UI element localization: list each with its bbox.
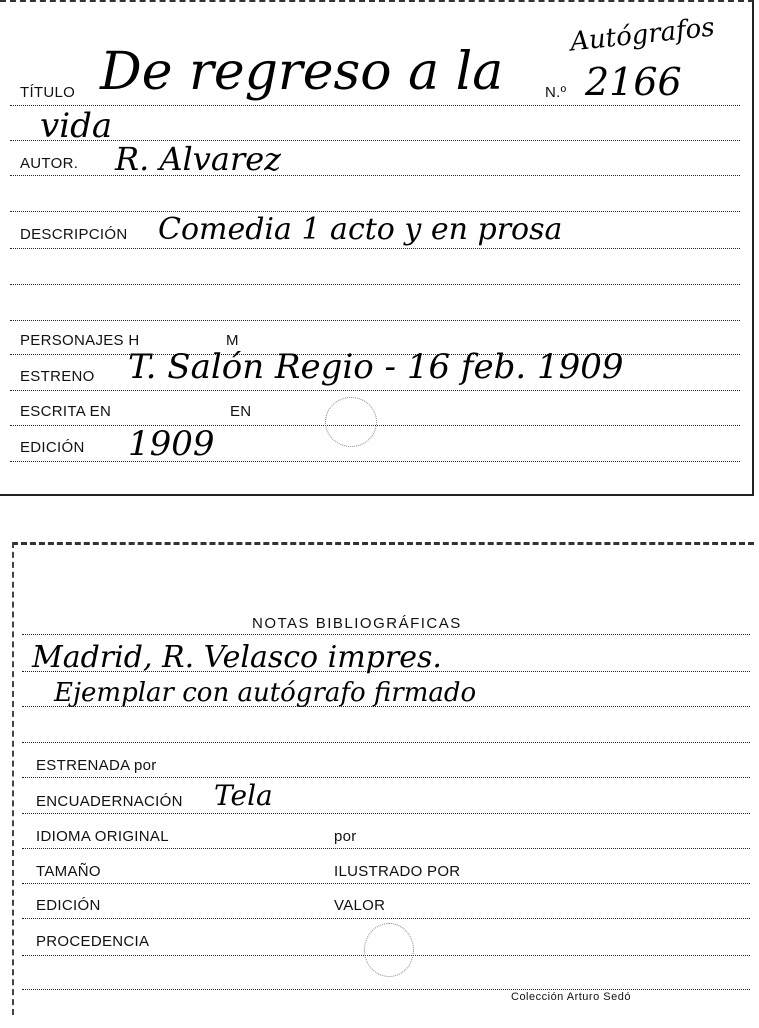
description-value: Comedia 1 acto y en prosa	[158, 212, 563, 247]
edition-label: EDICIÓN	[36, 897, 101, 914]
catalog-card-front	[0, 0, 754, 496]
rule-line	[10, 248, 740, 249]
author-value: R. Alvarez	[115, 140, 282, 178]
rule-line	[10, 320, 740, 321]
title-label: TÍTULO	[20, 84, 76, 101]
illustrated-label: ILUSTRADO POR	[334, 863, 461, 880]
translator-label: por	[334, 828, 357, 845]
premiere-value: T. Salón Regio - 16 feb. 1909	[128, 347, 624, 387]
rule-line	[22, 742, 750, 743]
note-line-2: Ejemplar con autógrafo firmado	[54, 678, 477, 708]
note-line-1: Madrid, R. Velasco impres.	[32, 640, 442, 675]
corner-note: Autógrafos	[568, 12, 716, 58]
number-label: N.º	[545, 84, 567, 101]
provenance-label: PROCEDENCIA	[36, 933, 150, 950]
premiere-label: ESTRENO	[20, 368, 95, 385]
rule-line	[10, 390, 740, 391]
rule-line	[10, 105, 740, 106]
binding-value: Tela	[214, 779, 273, 812]
paper-mark	[325, 397, 377, 447]
number-value: 2166	[585, 60, 682, 104]
description-label: DESCRIPCIÓN	[20, 226, 128, 243]
author-label: AUTOR.	[20, 155, 79, 172]
rule-line	[22, 918, 750, 919]
characters-m-label: M	[226, 332, 239, 349]
characters-label: PERSONAJES H	[20, 332, 140, 349]
size-label: TAMAÑO	[36, 863, 101, 880]
rule-line	[10, 284, 740, 285]
rule-line	[22, 634, 750, 635]
written-in-label: EN	[230, 403, 252, 420]
rule-line	[22, 813, 750, 814]
original-language-label: IDIOMA ORIGINAL	[36, 828, 169, 845]
title-value-continued: vida	[40, 106, 113, 146]
edition-label: EDICIÓN	[20, 439, 85, 456]
rule-line	[22, 848, 750, 849]
premiered-by-label: ESTRENADA por	[36, 757, 157, 774]
binding-label: ENCUADERNACIÓN	[36, 793, 183, 810]
section-heading: NOTAS BIBLIOGRÁFICAS	[252, 615, 462, 632]
paper-mark	[364, 923, 414, 977]
rule-line	[22, 989, 750, 990]
rule-line	[22, 883, 750, 884]
written-label: ESCRITA EN	[20, 403, 112, 420]
rule-line	[10, 461, 740, 462]
catalog-card-back	[12, 542, 754, 1015]
edition-value: 1909	[128, 424, 215, 464]
rule-line	[22, 777, 750, 778]
value-label: VALOR	[334, 897, 386, 914]
title-value: De regreso a la	[100, 42, 504, 102]
collection-footer: Colección Arturo Sedó	[511, 991, 631, 1003]
